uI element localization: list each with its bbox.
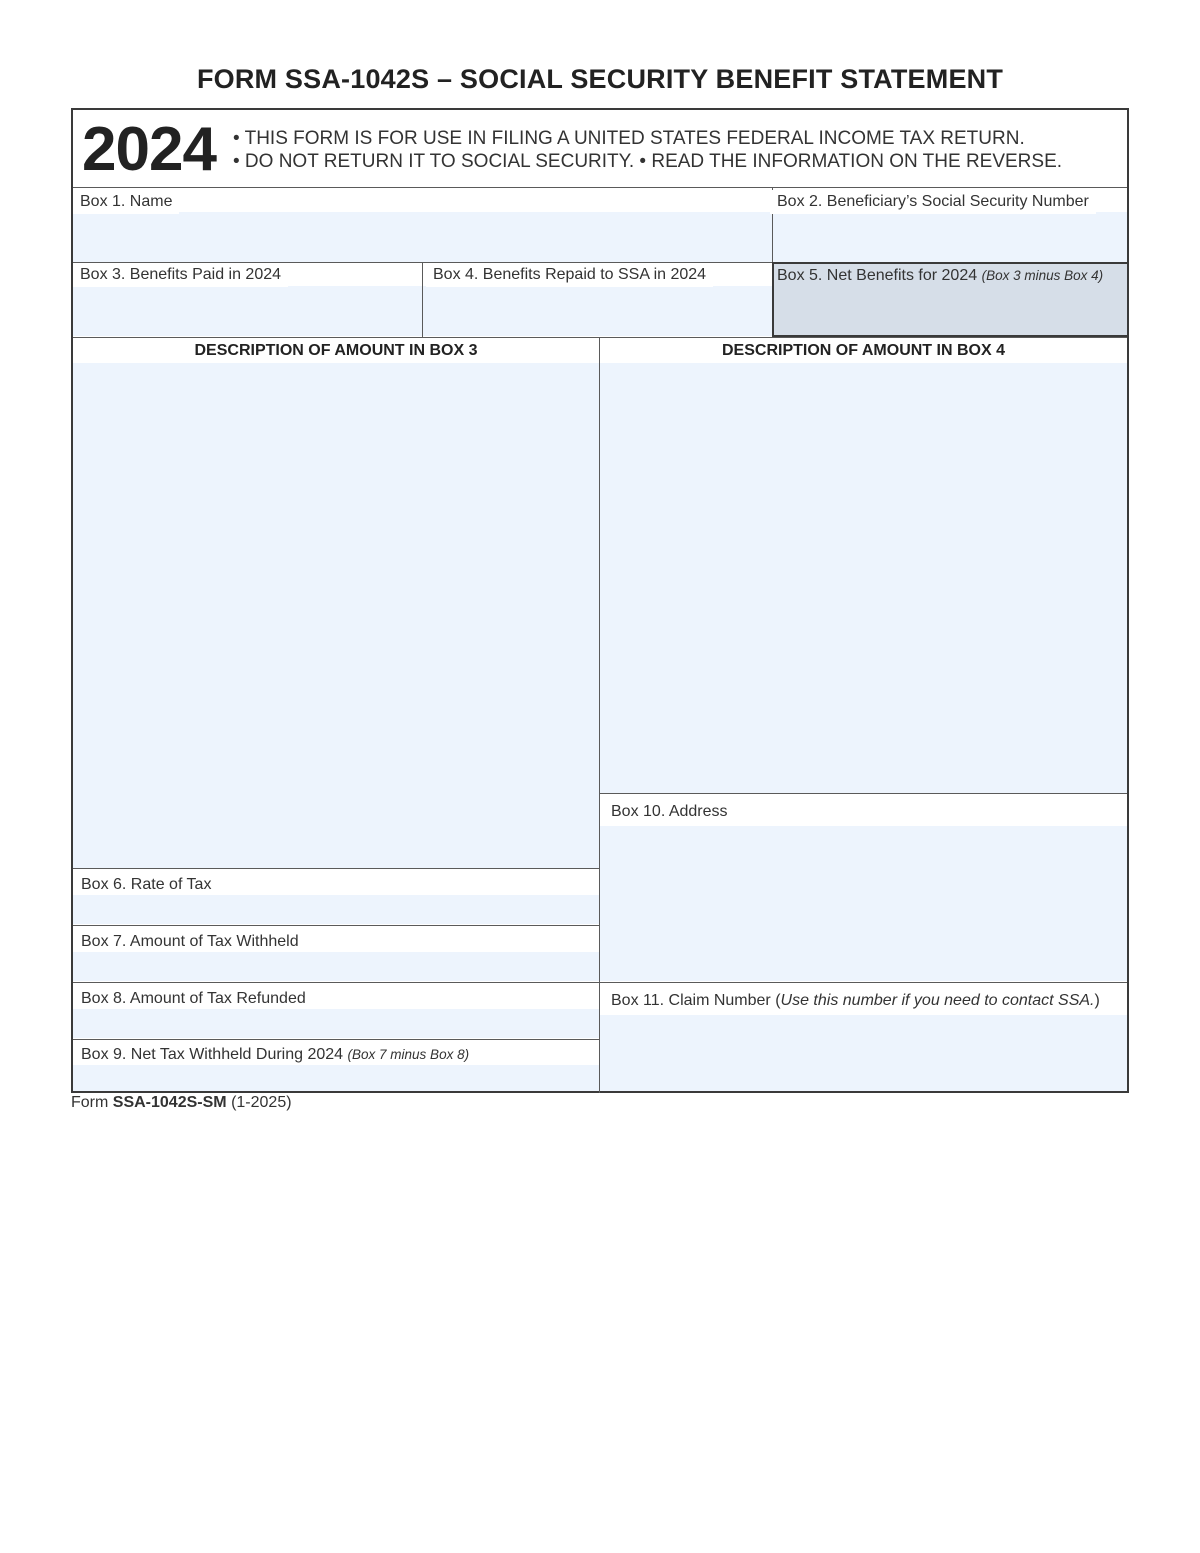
box6-label: Box 6. Rate of Tax [74,873,218,897]
form-notice [233,127,1062,173]
footer-prefix: Form [71,1094,109,1111]
box8-tax-refunded-field[interactable] [73,1009,599,1038]
box9-net-tax-withheld-field[interactable] [73,1065,599,1091]
notice-line-1: • THIS FORM IS FOR USE IN FILING A UNITED STATES FEDERAL INCOME TAX RETURN. [233,128,1025,149]
box11-label-text: Box 11. Claim Number ( [611,992,781,1009]
box11-note: Use this number if you need to contact SSA. [780,992,1095,1009]
box11-label-close: ) [1094,992,1100,1009]
box5-label-text: Box 5. Net Benefits for 2024 [777,267,978,284]
divider [73,982,599,983]
box11-label [604,989,1107,1013]
tax-year: 2024 [82,115,216,184]
divider [600,793,1127,794]
box8-label: Box 8. Amount of Tax Refunded [74,987,313,1011]
desc-box4-heading: DESCRIPTION OF AMOUNT IN BOX 4 [600,339,1127,363]
divider [73,925,599,926]
form-footer [71,1094,292,1112]
footer-revision: (1-2025) [231,1094,292,1111]
divider [73,337,1127,338]
box7-label: Box 7. Amount of Tax Withheld [74,930,306,954]
desc-box3-field[interactable] [73,363,599,868]
box3-label: Box 3. Benefits Paid in 2024 [73,263,288,287]
divider [73,187,1127,188]
box6-rate-of-tax-field[interactable] [73,895,599,924]
footer-form-id: SSA-1042S-SM [112,1094,227,1111]
box5-net-benefits-field[interactable] [772,262,1129,337]
box5-label [774,264,1110,288]
divider [73,1039,599,1040]
box10-label: Box 10. Address [604,800,735,824]
benefit-statement-form [71,108,1129,1093]
box1-name-field[interactable] [73,212,773,262]
box7-tax-withheld-field[interactable] [73,952,599,981]
box5-note: (Box 3 minus Box 4) [981,268,1104,283]
box4-benefits-repaid-field[interactable] [423,286,772,336]
box4-label: Box 4. Benefits Repaid to SSA in 2024 [426,263,713,287]
box11-claim-number-field[interactable] [600,1015,1127,1091]
form-title: FORM SSA-1042S – SOCIAL SECURITY BENEFIT STATEMENT [196,64,1004,94]
box2-ssn-field[interactable] [773,212,1127,262]
box3-benefits-paid-field[interactable] [73,286,422,336]
desc-box3-heading: DESCRIPTION OF AMOUNT IN BOX 3 [73,339,599,363]
box2-label: Box 2. Beneficiary’s Social Security Number [770,190,1096,214]
desc-box4-field[interactable] [600,363,1127,793]
box9-note: (Box 7 minus Box 8) [347,1047,470,1062]
divider [600,982,1127,983]
box10-address-field[interactable] [600,826,1127,981]
box1-label: Box 1. Name [73,190,179,214]
divider [73,868,599,869]
notice-line-2: • DO NOT RETURN IT TO SOCIAL SECURITY. • READ THE INFORMATION ON THE REVERSE. [233,151,1063,172]
box9-label [74,1043,476,1067]
box9-label-text: Box 9. Net Tax Withheld During 2024 [81,1046,344,1063]
